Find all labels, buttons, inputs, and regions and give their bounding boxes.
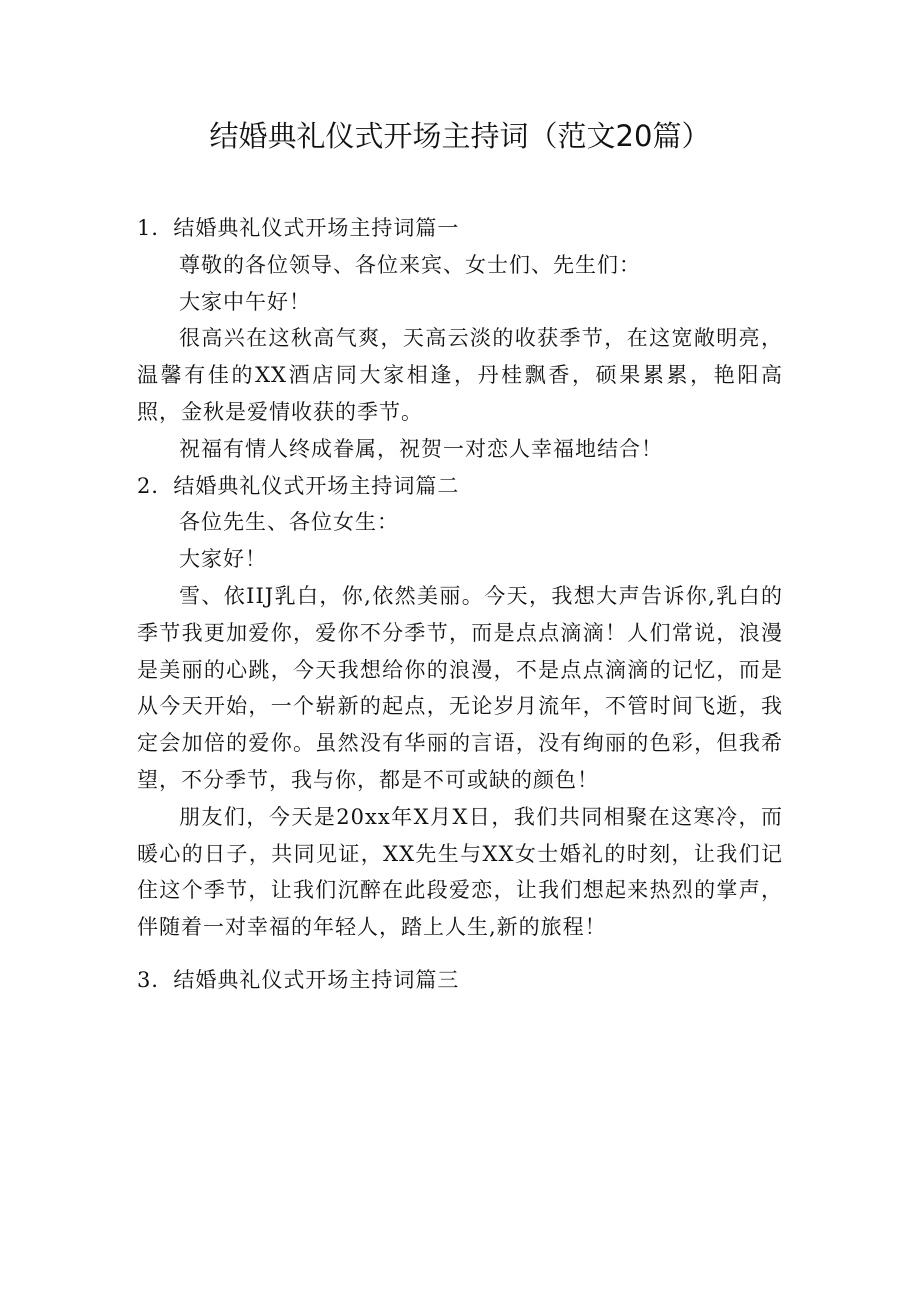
paragraph: 朋友们，今天是20xx年X月X日，我们共同相聚在这寒冷，而暖心的日子，共同见证，XX先生与XX女士婚礼的时刻，让我们记住这个季节，让我们沉醉在此段爱恋，让我们想起来热烈的掌声，伴随着一对幸福的年轻人，踏上人生,新的旅程！: [137, 804, 783, 940]
section-2: [137, 468, 783, 946]
document-title: 结婚典礼仪式开场主持词（范文20篇）: [209, 119, 711, 153]
section-heading: 3．结婚典礼仪式开场主持词篇三: [137, 967, 460, 992]
paragraph: 雪、依IIJ乳白，你,依然美丽。今天，我想大声告诉你,乳白的季节我更加爱你，爱你不分季节，而是点点滴滴！人们常说，浪漫是美丽的心跳，今天我想给你的浪漫，不是点点滴滴的记忆，而是从今天开始，一个崭新的起点，无论岁月流年，不管时间飞逝，我定会加倍的爱你。虽然没有华丽的言语，没有绚丽的色彩，但我希望，不分季节，我与你，都是不可或缺的颜色！: [137, 583, 783, 792]
section-1: [137, 210, 783, 468]
section-3: [137, 962, 783, 999]
document-body: [137, 210, 783, 999]
paragraph: 各位先生、各位女生：: [179, 510, 399, 535]
paragraph: 大家好！: [179, 547, 267, 572]
section-heading: 1．结婚典礼仪式开场主持词篇一: [137, 216, 460, 240]
paragraph: 大家中午好！: [179, 289, 311, 314]
paragraph: 祝福有情人终成眷属，祝贺一对恋人幸福地结合！: [179, 436, 663, 461]
section-heading: 2．结婚典礼仪式开场主持词篇二: [137, 473, 460, 498]
paragraph: 尊敬的各位领导、各位来宾、女士们、先生们：: [179, 252, 641, 277]
paragraph: 很高兴在这秋高气爽，天高云淡的收获季节，在这宽敞明亮，温馨有佳的XX酒店同大家相逢，丹桂飘香，硕果累累，艳阳高照，金秋是爱情收获的季节。: [137, 326, 783, 424]
